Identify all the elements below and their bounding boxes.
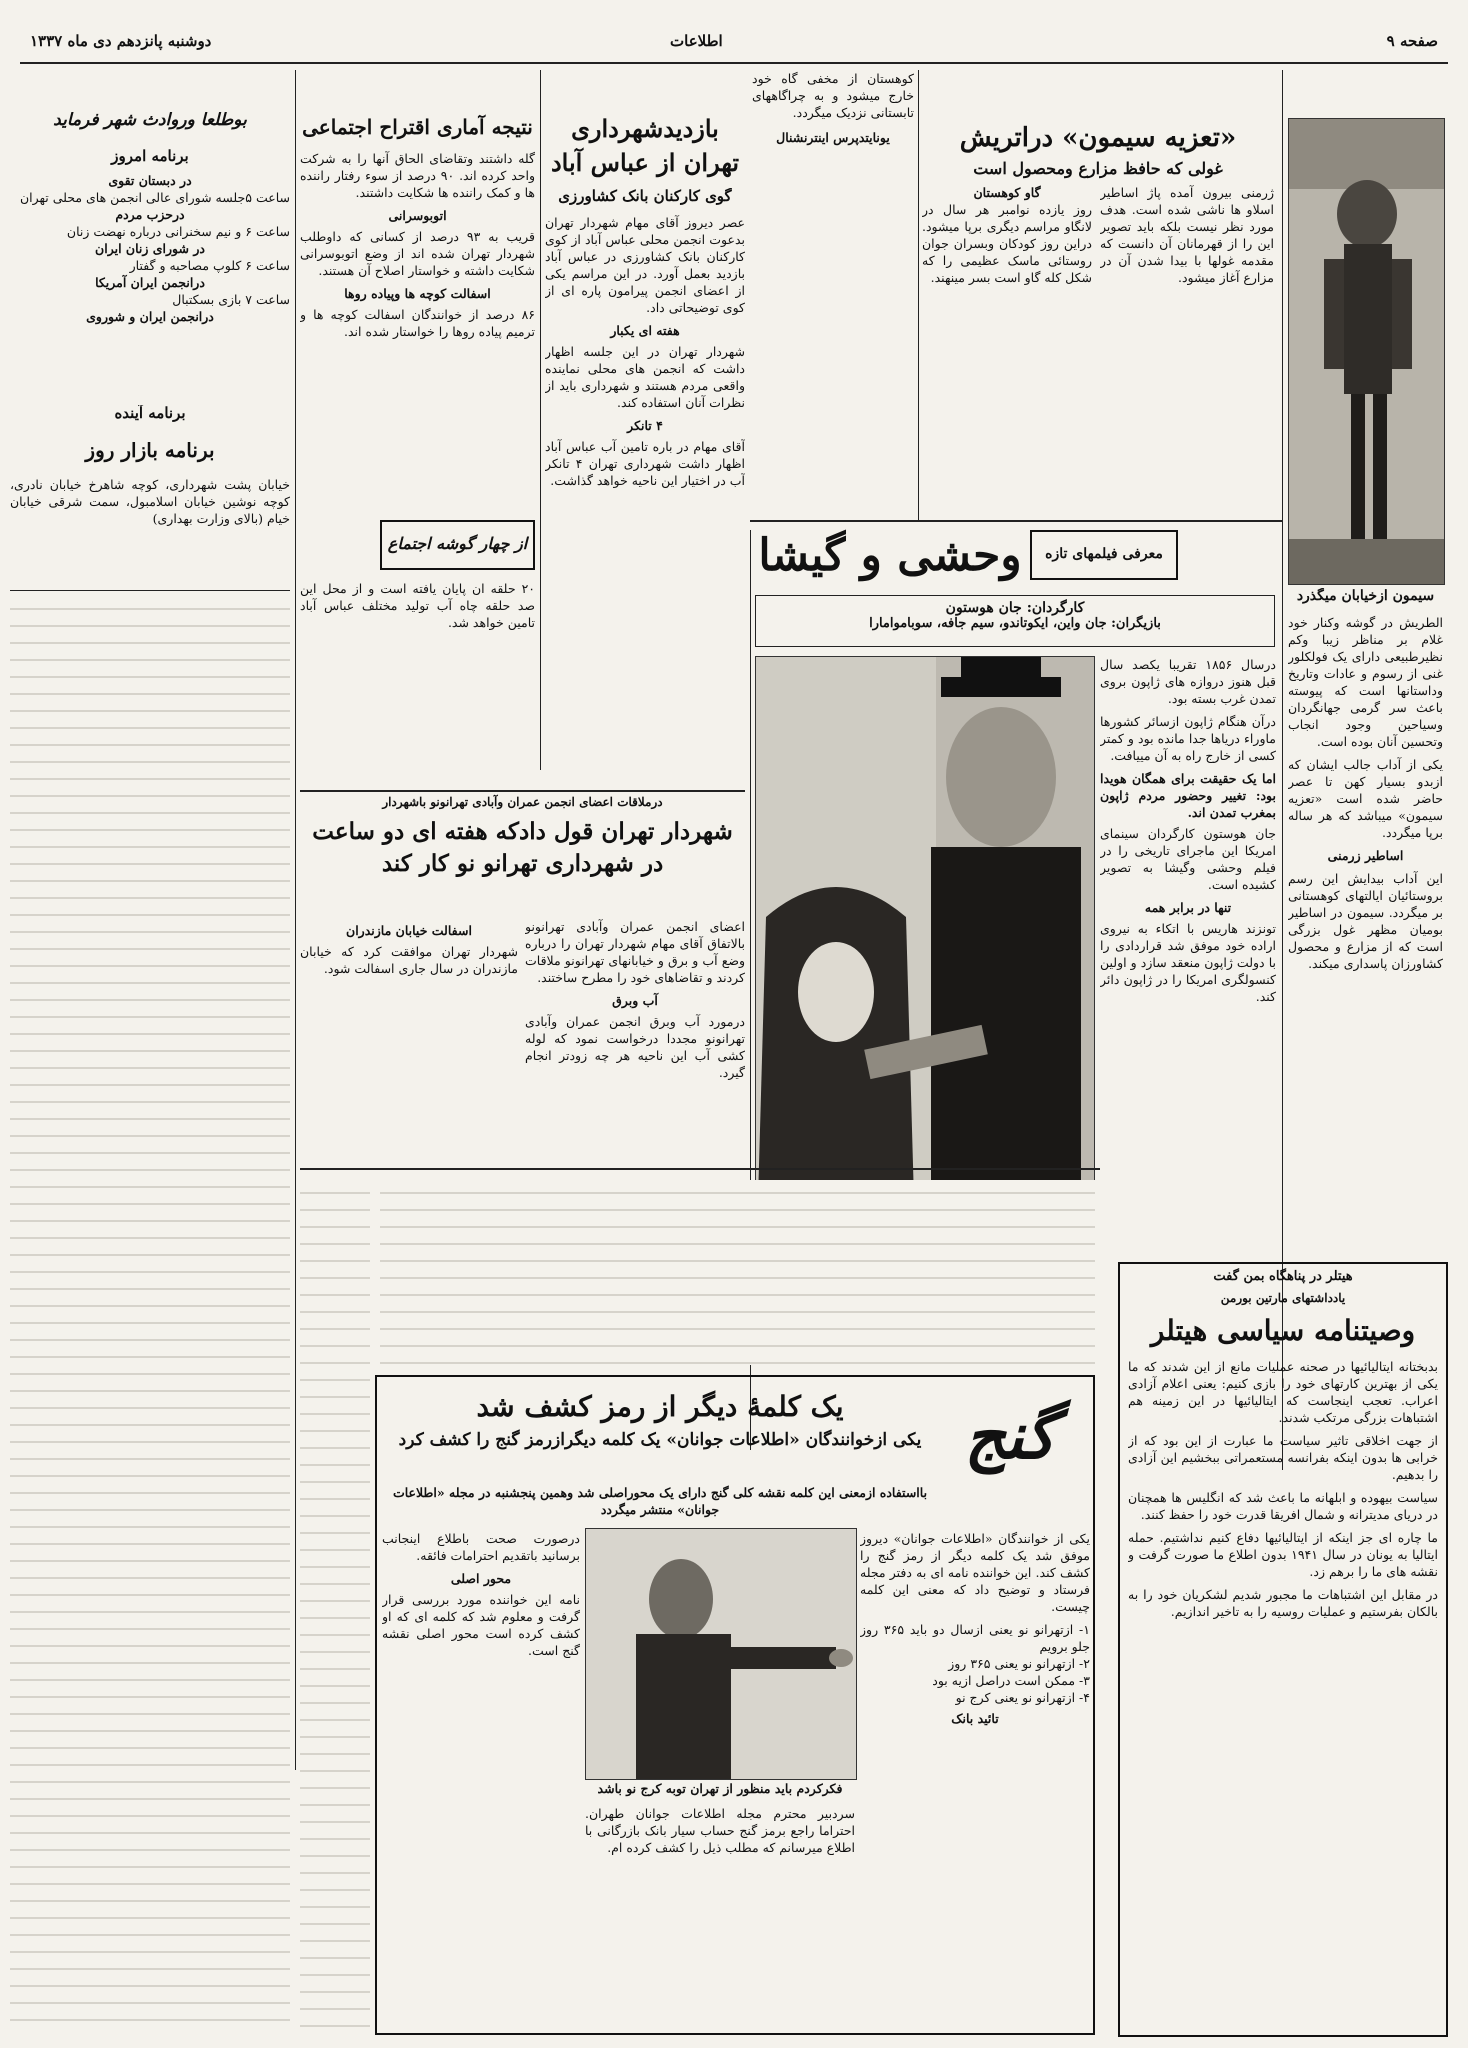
film-subhead: تنها در برابر همه <box>1144 900 1232 915</box>
municipality-paragraph: اعضای انجمن عمران وآبادی تهرانونو بالاتفاق آقای مهام شهردار تهران را درباره وضع آب و برق و خیابانهای تهرانونو ملاقات کردند و تقاضاهای خود را مطرح ساختند. <box>525 919 745 985</box>
col-rule <box>295 70 296 1770</box>
issue-date: دوشنبه پانزدهم دی ماه ۱۳۳۷ <box>30 32 212 50</box>
col1-paragraph: این آداب بیدایش این رسم بروستائیان ایالتهای کوهستانی بر میگردد. سیمون در اساطیر بومیان مظهر غول بزرگی است که از مزارع و محصول کشاورزان پاسداری میکند. <box>1288 871 1443 971</box>
col1-paragraph: یکی از آداب جالب ایشان که ازبدو بسیار کهن تا عصر حاضر شده است «تعزیه سیمون» میباشد که هر ساله برپا میگردد. <box>1288 757 1443 840</box>
treasure-subhead: یکی ازخوانندگان «اطلاعات جوانان» یک کلمه دیگرازرمز گنج را کشف کرد <box>398 1430 922 1450</box>
film-cast: بازیگران: جان واین، ایکوتاندو، سیم جافه، سوباموامارا <box>869 616 1161 631</box>
page-number: صفحه ۹ <box>1386 32 1438 50</box>
program-today-title: برنامه امروز <box>111 148 189 165</box>
simon-paragraph: ژرمنی بیرون آمده پاژ اساطیر اسلاو ها ناشی شده است. هدف مورد نظر نیست بلکه باید تصویر این را از قهرمانان آن دانست که مقدمه غولها با بیدا شدن آن در مزارع آغاز میشود. <box>1100 185 1274 285</box>
film-credits-box <box>755 595 1275 647</box>
film-paragraph: تونزند هاریس با اتکاء به نیروی اراده خود موفق شد قراردادی را با دولت ژاپون منعقد سازد و اولین کنسولگری امریکا را در ژاپون دائر کند. <box>1100 921 1276 1004</box>
bazaar-title: برنامه بازار روز <box>85 442 215 462</box>
treasure-paragraph: یکی از خوانندگان «اطلاعات جوانان» دیروز موفق شد یک کلمه دیگر از رمز گنج را کشف کند. این خواننده نامه ای به دفتر مجله فرستاد و توضیح داد که معنی این کلمه چیست. <box>860 1531 1090 1614</box>
hitler-paragraph: در مقابل این اشتباهات ما مجبور شدیم لشکریان خود را به بالکان بفرستیم و عملیات روسیه را به تاخیر اندازیم. <box>1128 1587 1438 1619</box>
treasure-subhead: تائید بانک <box>951 1711 999 1726</box>
col4-continued-body <box>300 1180 370 2030</box>
treasure-body-right <box>860 1530 1090 2030</box>
treasure-subhead: محور اصلی <box>450 1571 512 1586</box>
municipality-continued-body <box>380 1180 1095 1365</box>
film-subhead: اما یک حقیقت برای همگان هویدا بود: تغییر وحضور مردم ژاپون بمغرب تمدن اند. <box>1100 771 1276 820</box>
survey-paragraph: گله داشتند وتقاضای الحاق آنها را به شرکت واحد کرده اند. ۹۰ درصد از سوء رفتار راننده ها و کمک راننده ها شکایت داشتند. <box>300 151 535 200</box>
film-paragraph: جان هوستون کارگردان سینمای امریکا این ماجرای تاریخی را در فیلم وحشی وگیشا به تصویر کشیده است. <box>1100 826 1276 892</box>
treasure-list-item: ۲- ازتهرانو نو یعنی ۳۶۵ روز <box>948 1656 1090 1671</box>
treasure-headline: یک کلمهٔ دیگر از رمز کشف شد <box>476 1390 844 1423</box>
survey-body-bottom <box>300 580 535 770</box>
bazaar-body <box>10 476 290 586</box>
hitler-byline: یادداشتهای مارتین بورمن <box>1220 1291 1346 1305</box>
abbasabad-subhead3: ۴ تانکر <box>627 418 663 433</box>
program-item: ساعت ۶ و نیم سخنرانی درباره نهضت زنان <box>66 224 290 239</box>
treasure-logo: گنج <box>964 1399 1056 1474</box>
program-list <box>10 172 290 402</box>
section-rule <box>10 590 290 591</box>
program-item: در دبستان تقوی <box>108 173 192 188</box>
col-rule <box>540 70 541 770</box>
masthead-rule <box>20 62 1448 64</box>
treasure-list-item: ۴- ازتهرانو نو یعنی کرج نو <box>955 1690 1090 1705</box>
masthead <box>30 28 1438 62</box>
treasure-list-item: ۱- ازتهرانو نو یعنی ازسال دو باید ۳۶۵ روز جلو برویم <box>860 1622 1090 1654</box>
municipality-kicker: درملاقات اعضای انجمن عمران وآبادی تهرانونو باشهردار <box>382 795 663 809</box>
municipality-subhead: آب وبرق <box>612 993 658 1008</box>
treasure-paragraph: نامه این خواننده مورد بررسی قرار گرفت و معلوم شد که کلمه ای که او کشف کرده است محور اصلی نقشه گنج است. <box>382 1592 580 1658</box>
program-item: در شورای زنان ایران <box>95 241 205 256</box>
simon-credit: یونایتدپرس اینترنشنال <box>776 130 890 145</box>
treasure-photo-caption: فکرکردم باید منظور از تهران توبه کرج نو باشد <box>597 1781 843 1796</box>
hitler-paragraph: از جهت اخلاقی تاثیر سیاست ما عبارت از این بود که از خرابی ها بدون اینکه بفرانسه مستعمراتی ببخشیم این آزادی را بدهیم. <box>1128 1433 1438 1482</box>
hitler-kicker: هیتلر در پناهگاه بمن گفت <box>1213 1269 1353 1284</box>
program-item: درانجمن ایران و شوروی <box>86 309 214 324</box>
film-paragraph: درسال ۱۸۵۶ تقریبا یکصد سال قبل هنوز دروازه های ژاپون بروی تمدن غرب بسته بود. <box>1100 657 1276 706</box>
program-item: ساعت ۶ کلوپ مصاحبه و گفتار <box>129 258 290 273</box>
program-tomorrow-title: برنامه آینده <box>114 405 186 422</box>
abbasabad-headline: بازدیدشهرداری تهران از عباس آباد <box>550 114 740 177</box>
col1-subhead: اساطیر زرمنی <box>1327 848 1404 863</box>
program-banner: بوطلعا وروادث شهر فرماید <box>53 112 247 130</box>
abbasabad-paragraph: آقای مهام در باره تامین آب عباس آباد اظهار داشت شهرداری تهران ۴ تانکر آب در اختیار این ناحیه خواهد گذاشت. <box>545 439 745 488</box>
hitler-paragraph: سیاست بیهوده و ابلهانه ما باعث شد که انگلیس ها همچنان در دریای مدیترانه و شمال افریقا قدرت خود را حفظ کنند. <box>1128 1490 1438 1522</box>
hitler-body <box>1128 1358 1438 2030</box>
program-item: ساعت ۷ بازی بسکتبال <box>172 292 290 307</box>
film-box-title <box>1030 530 1178 580</box>
film-title: وحشی و گیشا <box>758 530 1022 581</box>
col1-paragraph: الطریش در گوشه وکنار خود غلام بر مناظر زیبا وکم نظیرطبیعی دارای یک فولکلور غنی از رسوم و عادات وتاریخ وداستانها است که پیوسته باعث سر گرمی جهانگردان وسیاحین وجود انجاب وتحسین آنان بوده است. <box>1288 615 1443 749</box>
film-still-figures <box>756 657 1094 1271</box>
film-director: کارگردان: جان هوستون <box>945 600 1085 616</box>
col-rule <box>918 70 919 520</box>
survey-subhead: اسفالت کوچه ها وپیاده روها <box>344 286 491 301</box>
section-rule <box>750 520 1282 522</box>
survey-body-top <box>300 150 535 510</box>
treasure-body-bottom <box>585 1805 855 2030</box>
bazaar-paragraph: خیابان پشت شهرداری، کوچه شاهرخ خیابان نادری، کوچه نوشین خیابان اسلامبول، سمت شرقی خیابان خیام (بالای وزارت بهداری) <box>10 477 290 526</box>
survey-paragraph: ۲۰ حلقه ان پایان یافته است و از محل این صد حلقه چاه آب تولید مختلف عباس آباد تامین خواهد شد. <box>300 581 535 630</box>
simon-paragraph: روز یازده نوامبر هر سال در لانگاو مراسم دیگری برپا میشود. دراین روز کودکان وبسران جوان روستائی ماسک عظیمی را که شکل کله گاو است بسر مینهند. <box>922 202 1092 285</box>
municipality-paragraph: درمورد آب وبرق انجمن عمران وآبادی تهرانونو مجددا درخواست نمود که لوله کشی آب این ناحیه هر چه زودتر انجام گیرد. <box>525 1014 745 1080</box>
simon-section-title: گاو کوهستان <box>973 185 1041 200</box>
simon-body-right <box>1100 184 1274 514</box>
treasure-body-left <box>382 1530 580 2030</box>
program-item: درانجمن ایران آمریکا <box>95 275 205 290</box>
social-banner-text: از چهار گوشه اجتماع <box>387 534 528 553</box>
municipality-body-right <box>525 918 745 1158</box>
simon-paragraph: کوهستان از مخفی گاه خود خارج میشود و به چراگاههای تابستانی نزدیک میگردد. <box>752 71 914 120</box>
municipality-headline: شهردار تهران قول دادکه هفته ای دو ساعت در شهرداری تهرانو نو کار کند <box>312 818 733 877</box>
simon-photo <box>1288 118 1445 585</box>
survey-headline: نتیجه آماری اقتراح اجتماعی <box>302 115 533 139</box>
simon-giant-figure <box>1289 119 1444 584</box>
municipality-subhead: اسفالت خیابان مازندران <box>346 923 472 938</box>
col1-photo-caption: سیمون ازخیابان میگذرد <box>1296 588 1435 604</box>
municipality-body-left <box>300 918 518 1158</box>
col5-continued-body <box>10 596 290 2036</box>
simon-subhead: غولی که حافظ مزارع ومحصول است <box>973 160 1223 178</box>
man-pointing-figure <box>586 1529 856 1779</box>
simon-body-left <box>752 70 914 500</box>
survey-paragraph: ۸۶ درصد از خوانندگان اسفالت کوچه ها و ترمیم پیاده روها را خواستار شده اند. <box>300 307 535 339</box>
abbasabad-subhead: گوی کارکنان بانک کشاورزی <box>558 188 732 205</box>
abbasabad-paragraph: شهردار تهران در این جلسه اظهار داشت که انجمن های محلی نماینده واقعی مردم هستند و شهرداری باید از نظرات آنان استفاده کند. <box>545 344 745 410</box>
treasure-paragraph: درصورت صحت باطلاع اینجانب برسانید باتقدیم احترامات فائقه. <box>382 1531 580 1563</box>
treasure-paragraph: سردبیر محترم مجله اطلاعات جوانان طهران. احتراما راجع برمز گنج حساب سیار بانک بازرگانی با اطلاع میرسانم که مطلب ذیل را کشف کرده ام. <box>585 1806 855 1855</box>
abbasabad-paragraph: عصر دیروز آقای مهام شهردار تهران بدعوت انجمن محلی عباس آباد از کوی کارکنان بانک کشاورزی در عباس آباد بازدید بعمل آورد. در این مراسم یکی از اعضای انجمن پیرامون پاره ای از کوی توضیحاتی داد. <box>545 215 745 315</box>
simon-headline: «تعزیه سیمون» دراتریش <box>959 123 1237 153</box>
simon-body-mid <box>922 184 1092 514</box>
treasure-list-item: ۳- ممکن است دراصل ازیه بود <box>932 1673 1090 1688</box>
program-item: درحزب مردم <box>115 207 185 222</box>
survey-paragraph: قریب به ۹۳ درصد از کسانی که داوطلب شهردار تهران شده اند از وضع اتوبوسرانی شکایت داشته و خواستار اصلاح آن هستند. <box>300 229 535 278</box>
section-rule <box>300 790 745 792</box>
hitler-paragraph: ما چاره ای جز اینکه از ایتالیائیها دفاع کنیم نداشتیم. حمله ایتالیا به یونان در سال ۱۹۴۱ بدون اطلاع ما صورت گرفت و نقشه های ما را برهم زد. <box>1128 1530 1438 1579</box>
film-box-text: معرفی فیلمهای تازه <box>1045 546 1163 562</box>
abbasabad-body <box>545 214 745 754</box>
film-paragraph: درآن هنگام ژاپون ازسائر کشورها ماوراء دریاها جدا مانده بود و کمتر کسی از خارج راه به آن مییافت. <box>1100 714 1276 763</box>
social-banner <box>380 520 535 570</box>
hitler-paragraph: بدبختانه ایتالیائیها در صحنه عملیات مانع از این شدند که ما یکی از بهترین کارتهای خود را بازی کنیم: یعنی اعلام آزادی اعراب. تعجب اینجاست که ایتالیائیها در این زمینه هم اشتباهات بزرگی مرتکب شدند. <box>1128 1359 1438 1425</box>
treasure-deck: بااستفاده ازمعنی این کلمه نقشه کلی گنج دارای یک محوراصلی شد وهمین پنجشنبه در مجله «اطلاعات جوانان» منتشر میگردد <box>392 1485 928 1517</box>
survey-subhead: اتوبوسرانی <box>388 208 447 223</box>
municipality-paragraph: شهردار تهران موافقت کرد که خیابان مازندران در سال جاری اسفالت شود. <box>300 944 518 976</box>
program-item: ساعت ۵جلسه شورای عالی انجمن های محلی تهران <box>19 190 290 205</box>
abbasabad-subhead2: هفته ای یکبار <box>610 323 680 338</box>
col-rule <box>1282 70 1283 1470</box>
newspaper-name: اطلاعات <box>670 32 723 50</box>
hitler-headline: وصیتنامه سیاسی هیتلر <box>1150 1314 1416 1347</box>
treasure-man-photo <box>585 1528 857 1780</box>
section-rule <box>300 1168 1100 1170</box>
